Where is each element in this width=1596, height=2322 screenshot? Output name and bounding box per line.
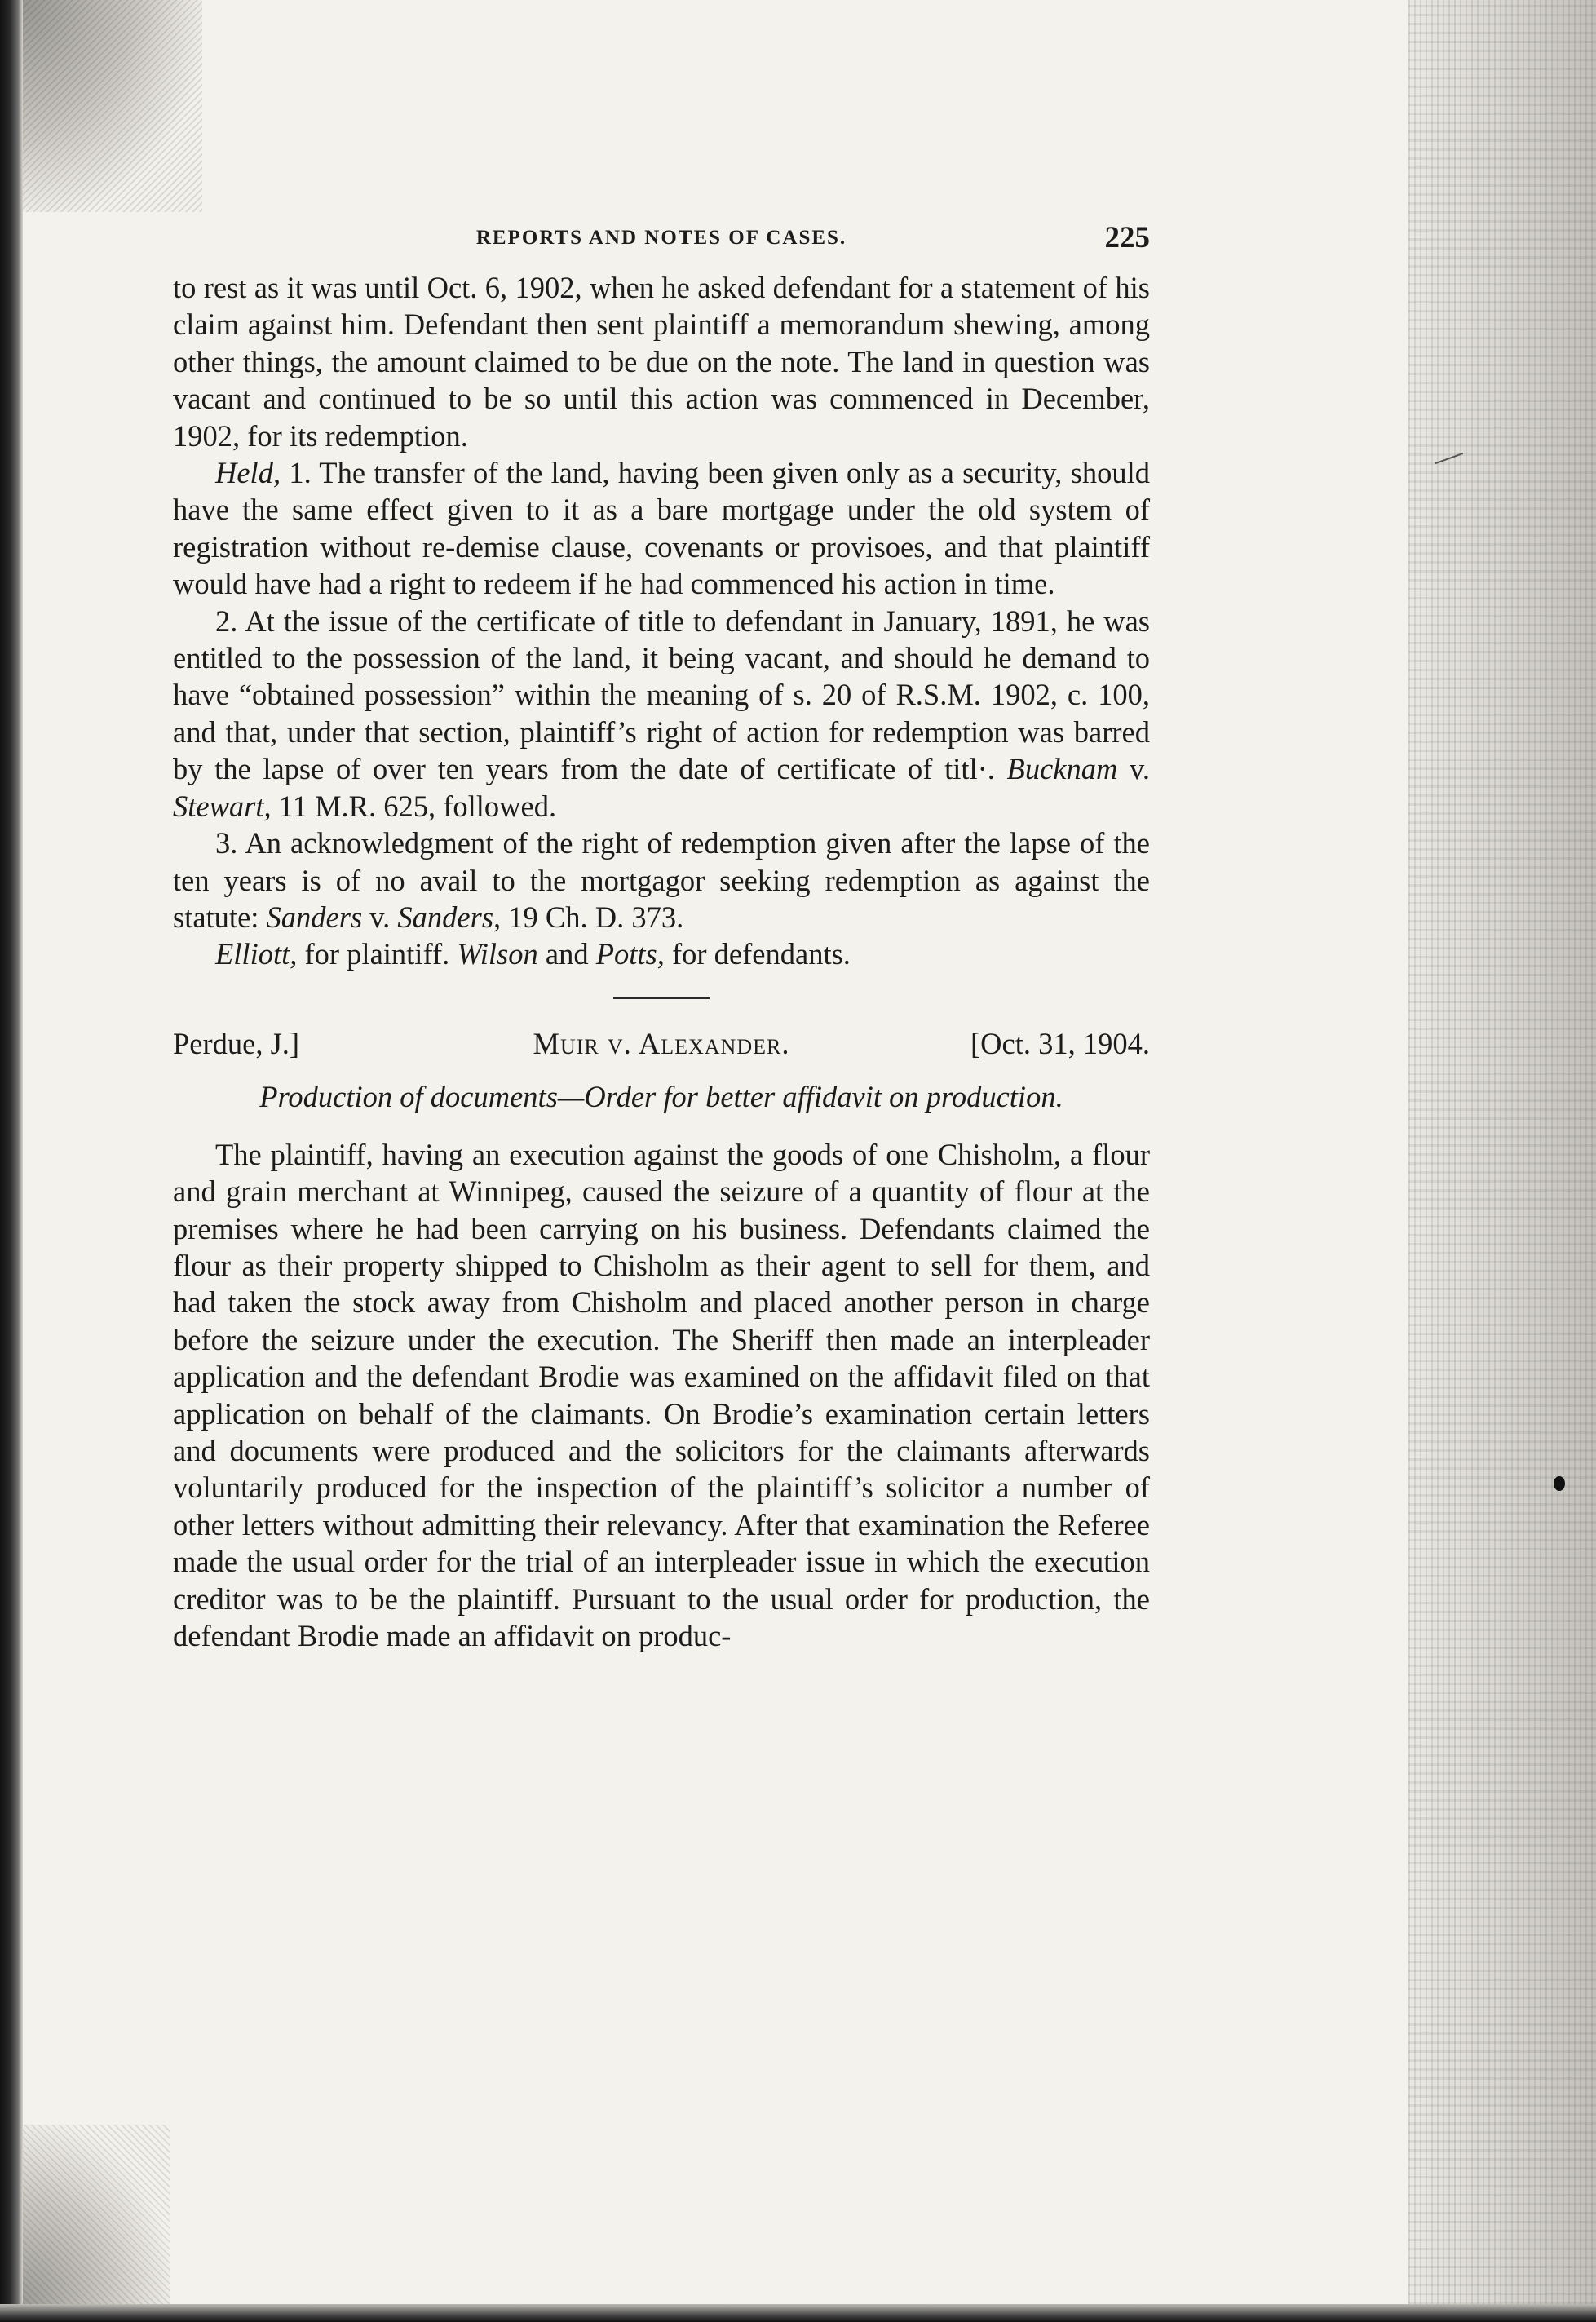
counsel-line bbox=[173, 935, 1150, 972]
case-name: Muir v. Alexander. bbox=[533, 1026, 790, 1060]
held-point-2-text: 2. At the issue of the certificate of title to defendant in January, 1891, he was entitled to the possession of the land, it being vacant, and should he demand to have “obtained possession” within the meaning of s. 20 of R.S.M. 1902, c. 100, and that, under that section, plaintiff’s right of action for redemption was barred by the lapse of over ten years from the date of certificate of titl·. bbox=[173, 604, 1150, 786]
held-label: Held, bbox=[215, 456, 281, 490]
citation-case-name: Sanders bbox=[266, 900, 363, 934]
citation-versus: v. bbox=[1117, 752, 1150, 786]
case-header bbox=[173, 1024, 1150, 1064]
running-title: REPORTS AND NOTES OF CASES. bbox=[475, 227, 847, 249]
counsel-role: for defendants. bbox=[664, 937, 851, 971]
page-number: 225 bbox=[1104, 221, 1150, 254]
citation-case-name: Bucknam bbox=[1006, 752, 1118, 786]
held-point-1 bbox=[173, 454, 1150, 603]
citation-reference: 19 Ch. D. 373. bbox=[501, 900, 684, 934]
citation-versus: v. bbox=[362, 900, 398, 934]
case-date: [Oct. 31, 1904. bbox=[970, 1026, 1150, 1060]
document-page bbox=[173, 220, 1150, 1654]
held-point-2 bbox=[173, 603, 1150, 825]
scan-smudge bbox=[23, 2125, 170, 2304]
counsel-conjunction: and bbox=[537, 937, 596, 971]
scan-smudge bbox=[23, 0, 202, 212]
case-body-paragraph: The plaintiff, having an execution against the goods of one Chisholm, a flour and grain merchant at Winnipeg, caused the seizure of a quantity of flour at the premises where he had been carrying on his business. Defendants claimed the flour as their property shipped to Chisholm as their agent to sell for them, and had taken the stock away from Chisholm and placed another person in charge before the seizure under the execution. The Sheriff then made an interpleader application and the defendant Brodie was examined on the affidavit filed on that application on behalf of the claimants. On Brodie’s examination certain letters and documents were produced and the solicitors for the claimants afterwards voluntarily produced for the inspection of the plaintiff’s solicitor a number of other letters without admitting their relevancy. After that examination the Referee made the usual order for the trial of an interpleader issue in which the execution creditor was to be the plaintiff. Pursuant to the usual order for production, the defendant Brodie made an affidavit on produc- bbox=[173, 1137, 1150, 1652]
first-case-paragraph: to rest as it was until Oct. 6, 1902, when he asked defendant for a statement of his claim against him. Defendant then sent plaintiff a memorandum shewing, among other things, the amount claimed to be due on the note. The land in question was vacant and continued to be so until this action was commenced in December, 1902, for its redemption. bbox=[173, 271, 1150, 453]
held-point-3 bbox=[173, 825, 1150, 935]
scan-edge-bottom bbox=[0, 2304, 1596, 2322]
held-point-1-text: 1. The transfer of the land, having been given only as a security, should have the same effect given to it as a bare mortgage under the old system of registration without re-demise clause, covenants or provisoes, and that plaintiff would have had a right to redeem if he had commenced his action in time. bbox=[173, 456, 1150, 601]
citation-reference: 11 M.R. 625, followed. bbox=[271, 789, 557, 823]
counsel-name: Potts, bbox=[595, 937, 665, 971]
scan-edge-left bbox=[0, 0, 23, 2322]
counsel-role: for plaintiff. bbox=[297, 937, 458, 971]
citation-case-name: Sanders, bbox=[397, 900, 502, 934]
scan-edge-right bbox=[1408, 0, 1596, 2322]
scan-speck bbox=[1554, 1476, 1565, 1491]
case-judge: Perdue, J.] bbox=[173, 1026, 300, 1060]
counsel-name: Wilson bbox=[457, 937, 538, 971]
running-head bbox=[173, 220, 1150, 269]
counsel-name: Elliott, bbox=[215, 937, 298, 971]
case-headnote: Production of documents—Order for better affidavit on production. bbox=[259, 1079, 1063, 1113]
citation-case-name: Stewart, bbox=[173, 789, 272, 823]
held-point-3-text: 3. An acknowledgment of the right of redemption given after the lapse of the ten years is of no avail to the mortgagor seeking redemption as against the statute: bbox=[173, 826, 1150, 934]
case-divider bbox=[613, 997, 710, 999]
